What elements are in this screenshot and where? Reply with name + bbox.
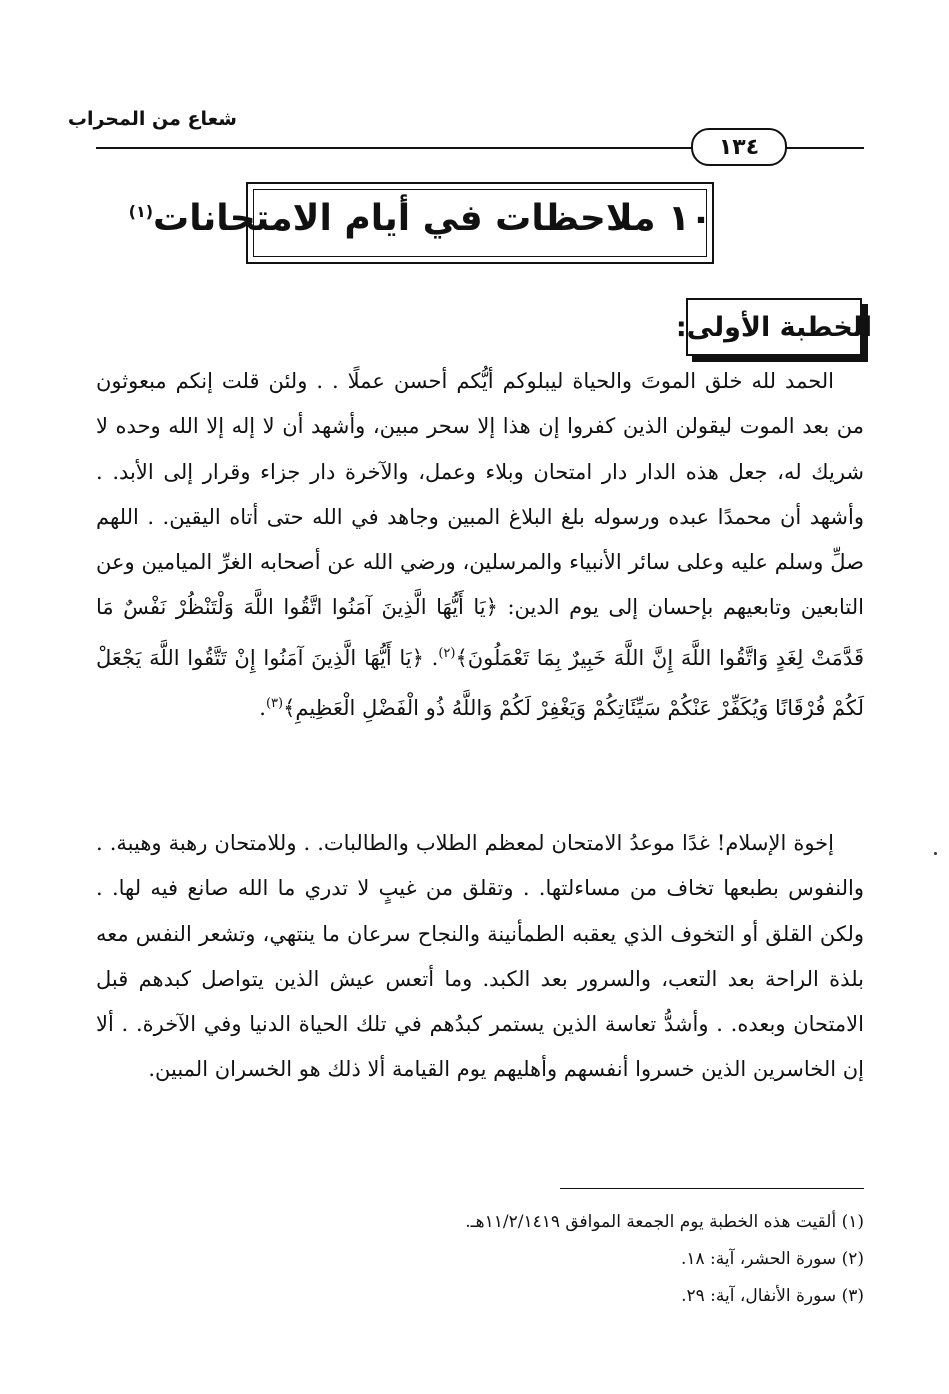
quran-verse-1: ﴿يَا أَيُّهَا الَّذِينَ آمَنُوا اتَّقُوا اللَّهَ وَلْتَنْظُرْ نَفْسٌ مَا قَدَّمَتْ لِغَدٍ وَاتَّقُوا اللَّهَ إِنَّ اللَّهَ خَبِيرٌ بِمَا تَعْمَلُونَ﴾ <box>96 595 864 670</box>
chapter-title-frame <box>128 182 714 264</box>
footnote-3: (٣) سورة الأنفال، آية: ٢٩. <box>681 1286 864 1306</box>
footnote-ref-3[interactable]: (٣) <box>265 696 284 712</box>
chapter-title-text: ١٠ ملاحظات في أيام الامتحانات <box>153 198 712 239</box>
section-heading: الخطبة الأولى: <box>675 311 873 343</box>
footnote-2: (٢) سورة الحشر، آية: ١٨. <box>680 1249 864 1269</box>
scan-speck <box>934 852 937 855</box>
paragraph-exams-text: إخوة الإسلام! غدًا موعدُ الامتحان لمعظم الطلاب والطالبات. . وللامتحان رهبة وهيبة. . والنفوس بطبعها تخاف من مساءلتها. . وتقلق من غيبٍ لا تدري ما الله صانع فيه لها. . ولكن القلق أو التخوف الذي يعقبه الطمأنينة والنجاح سرعان ما ينتهي، وتشعر النفس معه بلذة الراحة بعد التعب، والسرور بعد الكبد. وما أتعس عيش الذين يتواصل كبدهم قبل الامتحان وبعده. . وأشدُّ تعاسة الذين يستمر كبدُهم في تلك الحياة الدنيا وفي الآخرة. . ألا إن الخاسرين الذين خسروا أنفسهم وأهليهم يوم القيامة ألا ذلك هو الخسران المبين. <box>96 831 864 1082</box>
chapter-title <box>128 198 712 239</box>
running-title: شعاع من المحراب <box>67 108 237 130</box>
footnotes <box>300 1204 864 1315</box>
verse-separator: . <box>423 645 439 670</box>
paragraph-opening-text: الحمد لله خلق الموتَ والحياة ليبلوكم أيُّكم أحسن عملًا . . ولئن قلت إنكم مبعوثون من بعد الموت ليقولن الذين كفروا إن هذا إلا سحر مبين، وأشهد أن لا إله إلا الله وحده لا شريك له، جعل هذه الدار دار امتحان وبلاء وعمل، والآخرة دار جزاء وقرار إلى الأبد. . وأشهد أن محمدًا عبده ورسوله بلغ البلاغ المبين وجاهد في الله حتى أتاه اليقين. . اللهم صلِّ وسلم عليه وعلى سائر الأنبياء والمرسلين، ورضي الله عن أصحابه الغرِّ الميامين وعن التابعين وتابعيهم بإحسان إلى يوم الدين: <box>96 369 864 620</box>
footnote-separator <box>560 1188 864 1189</box>
page-number <box>691 128 787 166</box>
chapter-footnote-ref[interactable]: (١) <box>128 202 154 221</box>
paragraph-end: . <box>259 696 266 721</box>
paragraph-opening <box>96 359 864 731</box>
footnote-ref-2[interactable]: (٢) <box>438 645 456 661</box>
footnote-1: (١) ألقيت هذه الخطبة يوم الجمعة الموافق ١١/٢/١٤١٩هـ. <box>465 1212 864 1232</box>
section-heading-box <box>675 298 873 356</box>
paragraph-exams <box>96 821 864 1093</box>
page-number-text: ١٣٤ <box>718 134 760 160</box>
quran-verse-2: ﴿يَا أَيُّهَا الَّذِينَ آمَنُوا إِنْ تَتَّقُوا اللَّهَ يَجْعَلْ لَكُمْ فُرْقَانًا وَيُكَفِّرْ عَنْكُمْ سَيِّئَاتِكُمْ وَيَغْفِرْ لَكُمْ وَاللَّهُ ذُو الْفَضْلِ الْعَظِيمِ﴾ <box>96 645 864 721</box>
